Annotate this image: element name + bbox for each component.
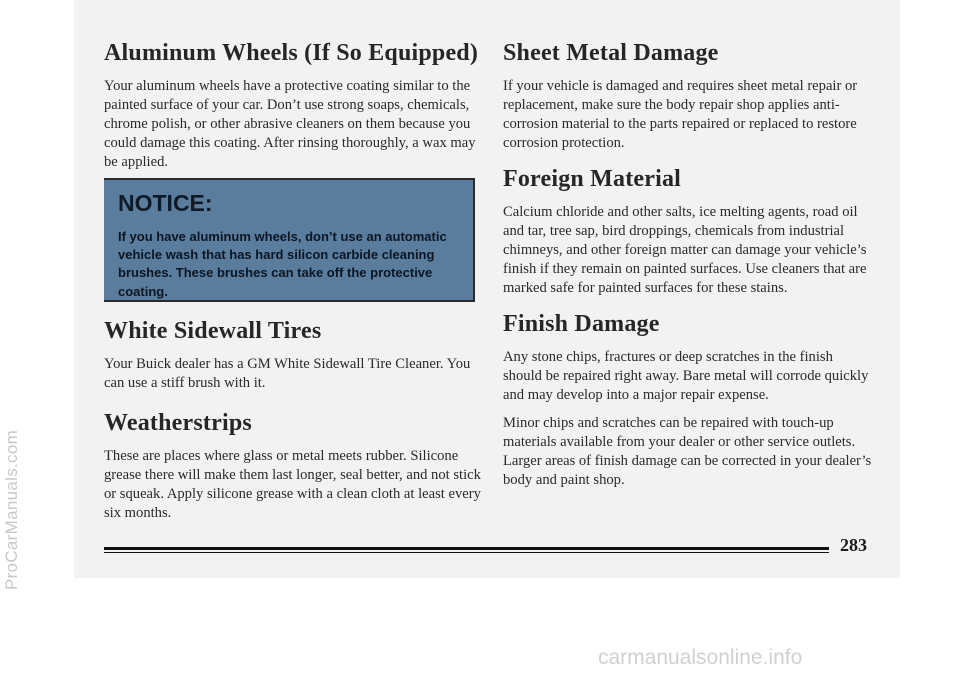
foreign-material-heading: Foreign Material — [503, 166, 682, 192]
left-column — [104, 40, 482, 172]
white-sidewall-heading: White Sidewall Tires — [104, 318, 322, 344]
finish-damage-text-1: Any stone chips, fractures or deep scratches in the finish should be repaired right away. Bare metal will corrode quickly and may develop into a major repair expense. — [503, 349, 869, 403]
left-column-lower — [104, 318, 482, 523]
footer-rule-thick — [104, 547, 829, 550]
page-number: 283 — [840, 535, 867, 555]
sheet-metal-text: If your vehicle is damaged and requires sheet metal repair or replacement, make sure the body repair shop applies anti-corrosion material to the parts repaired or replaced to restore corrosion protection. — [503, 78, 858, 151]
foreign-material-text: Calcium chloride and other salts, ice melting agents, road oil and tar, tree sap, bird droppings, chemicals from industrial chimneys, and other foreign matter can damage your vehicle’s finish if they remain on painted surfaces. Use cleaners that are marked safe for painted surfaces for these stains. — [503, 204, 867, 296]
side-watermark: ProCarManuals.com — [2, 429, 21, 590]
finish-damage-heading: Finish Damage — [503, 311, 660, 337]
notice-title: NOTICE: — [118, 190, 213, 216]
right-column — [503, 40, 875, 490]
footer-rule-thin — [104, 552, 829, 553]
weatherstrips-heading: Weatherstrips — [104, 410, 252, 436]
notice-box — [104, 178, 475, 302]
sheet-metal-heading: Sheet Metal Damage — [503, 40, 719, 66]
white-sidewall-text: Your Buick dealer has a GM White Sidewall Tire Cleaner. You can use a stiff brush with it. — [104, 356, 471, 391]
finish-damage-text-2: Minor chips and scratches can be repaired with touch-up materials available from your dealer or other service outlets. Larger areas of finish damage can be corrected in your dealer’s body and paint shop. — [503, 415, 872, 488]
site-footer-watermark: carmanualsonline.info — [598, 646, 803, 669]
notice-text: If you have aluminum wheels, don’t use an automatic vehicle wash that has hard silicon carbide cleaning brushes. These brushes can take off the protective coating. — [118, 229, 447, 299]
aluminum-wheels-heading: Aluminum Wheels (If So Equipped) — [104, 40, 479, 66]
footer-rule — [104, 547, 829, 552]
aluminum-wheels-text: Your aluminum wheels have a protective coating similar to the painted surface of your car. Don’t use strong soaps, chemicals, chrome polish, or other abrasive cleaners on them because you could damage this coating. After rinsing thoroughly, a wax may be applied. — [104, 78, 476, 170]
weatherstrips-text: These are places where glass or metal meets rubber. Silicone grease there will make them last longer, seal better, and not stick or squeak. Apply silicone grease with a clean cloth at least every six months. — [104, 448, 481, 521]
